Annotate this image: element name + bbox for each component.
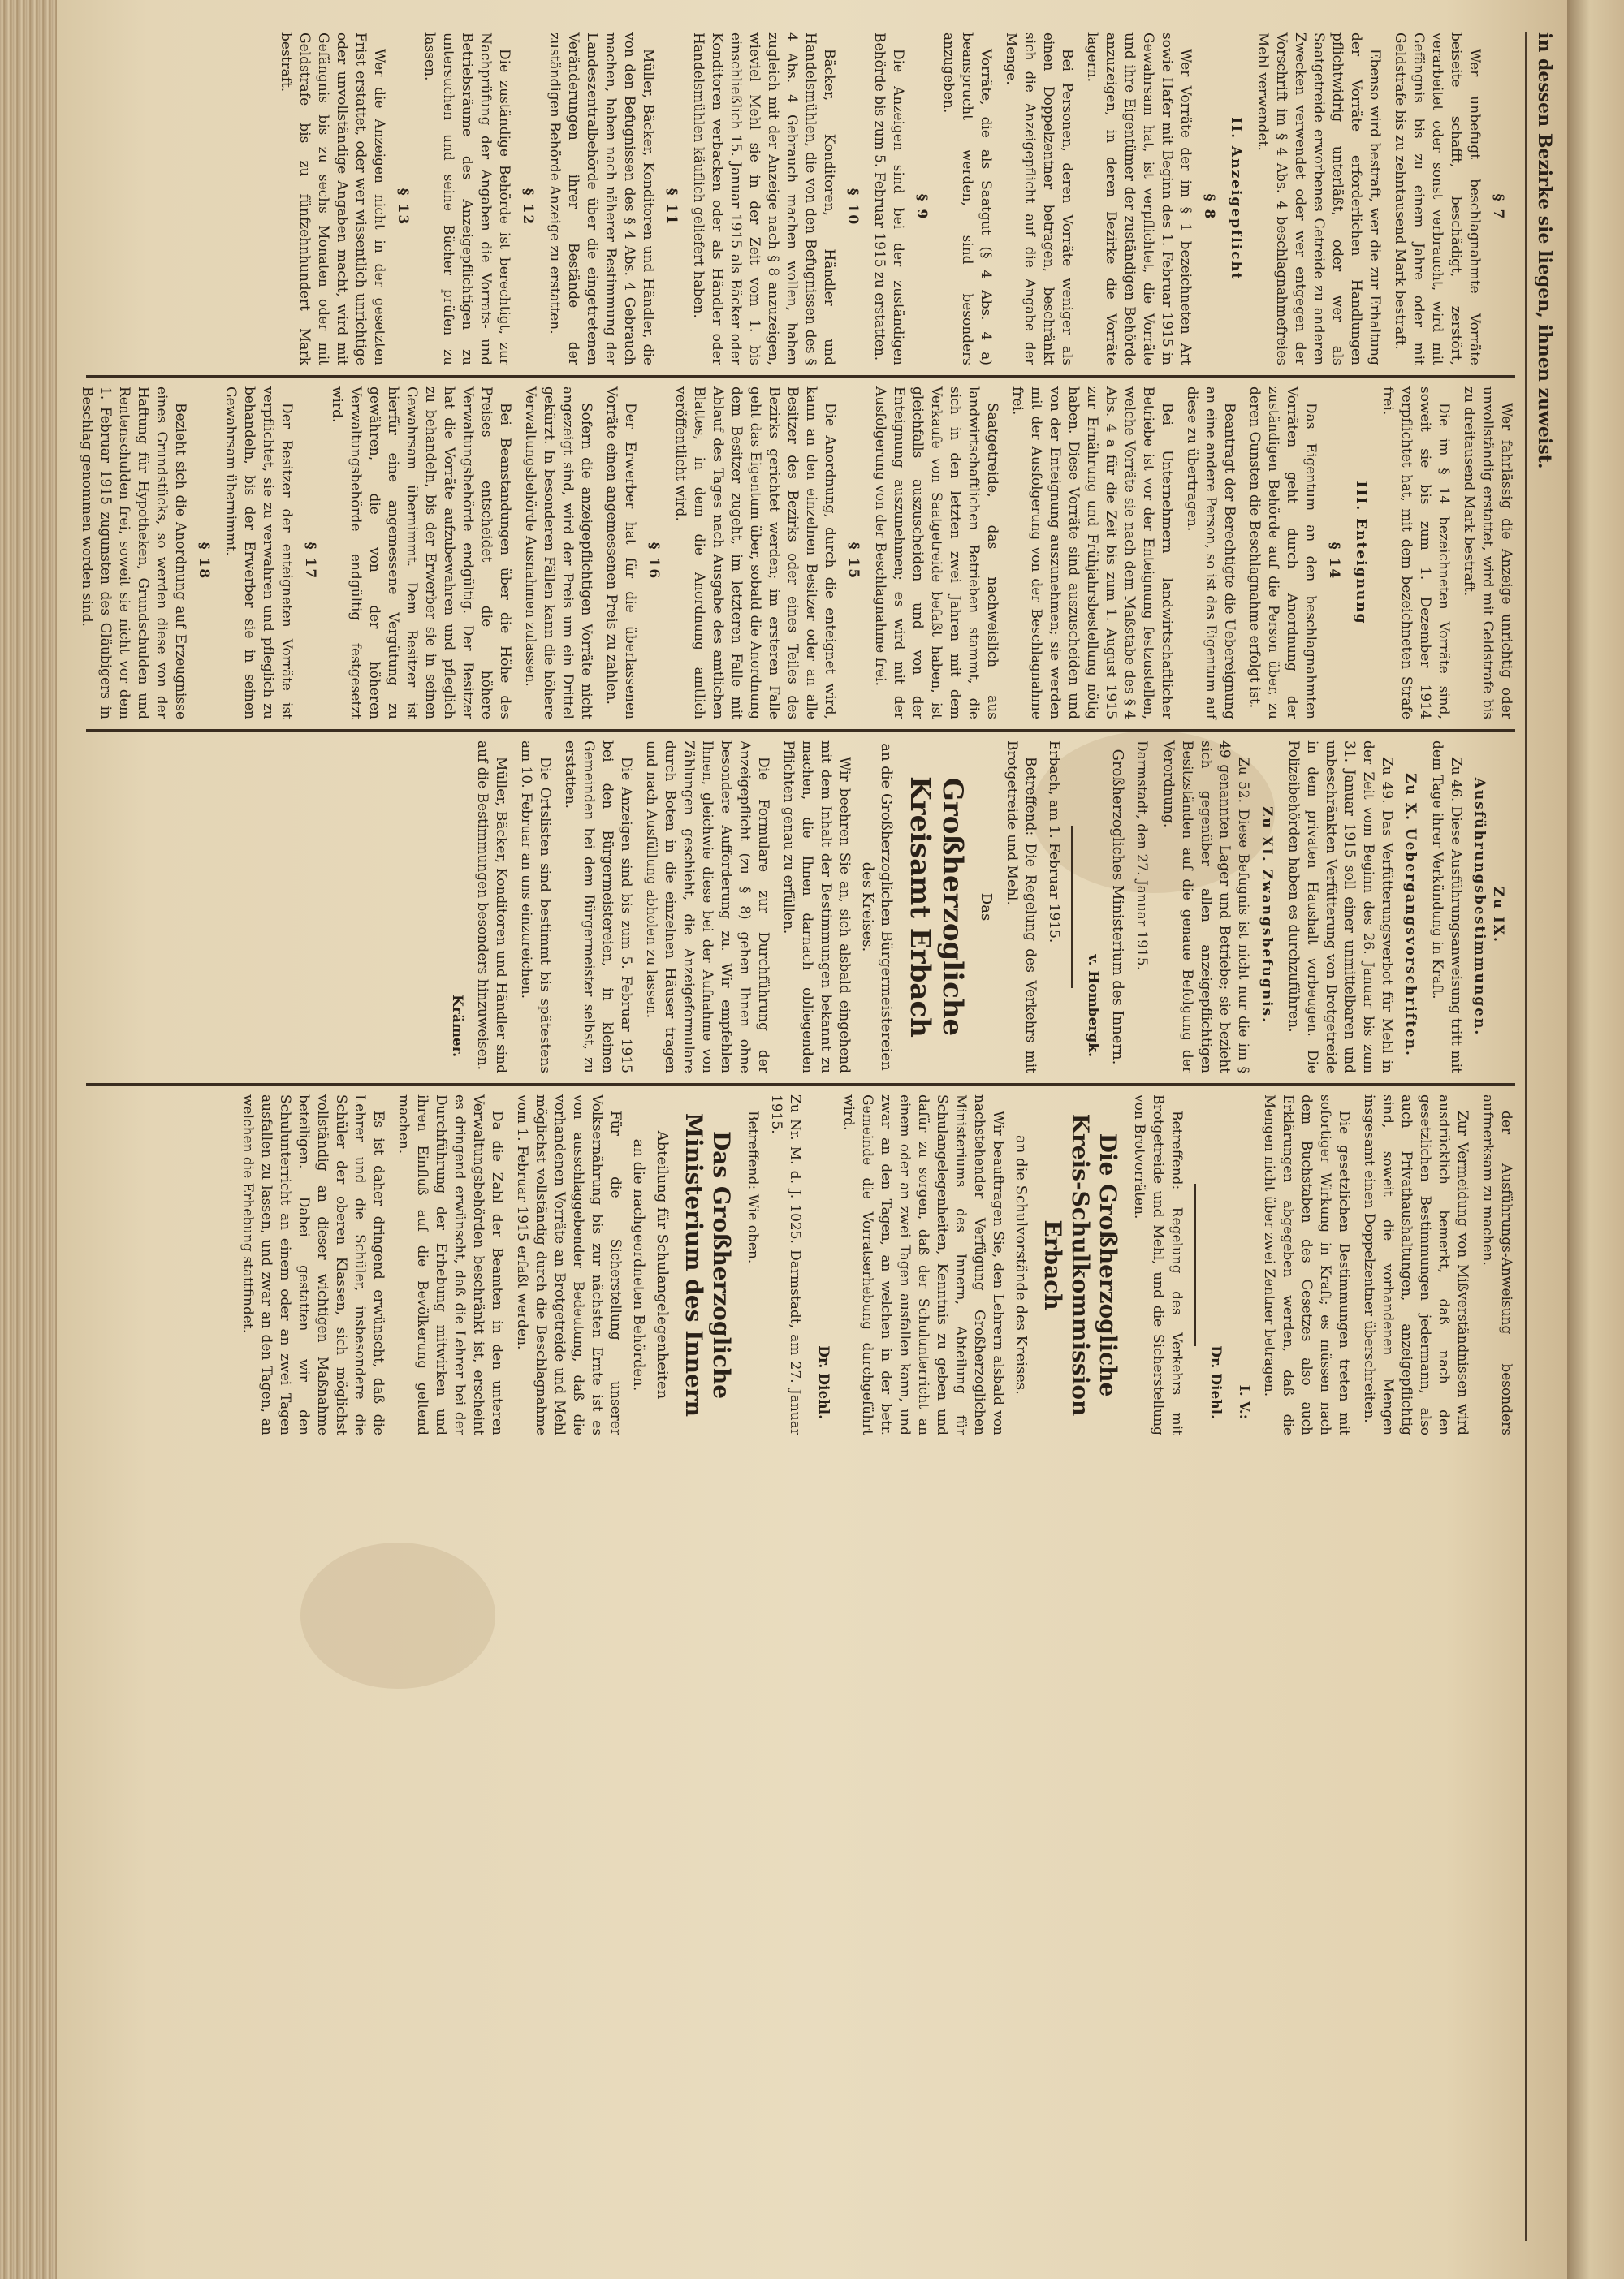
paragraph: Sofern die anzeigepflichtigen Vorräte nicht angezeigt sind, wird der Preis um ein Drittel gekürzt. In besonderen Fällen kann die höhere Verwaltungsbehörde Ausnahmen zulassen. [522,386,594,719]
reference-line: Zu Nr. M. d. J. 1025. Darmstadt, am 27. Januar 1915. [768,1094,803,1435]
signature: v. Hombergk. [1085,954,1101,1057]
paragraph: § 12 [520,188,536,227]
paragraph: Da die Zahl der Beamten in den unteren Verwaltungsbehörden beschränkt ist, erscheint es dringend erwünscht, daß die Lehrer bei der Durchführung der Erhebung mitwirken und ihren Einfluß auf die Bevölkerung geltend machen. [395,1094,505,1435]
paragraph: § 16 [646,542,662,581]
paragraph: Der Besitzer der enteigneten Vorräte ist verpflichtet, sie zu verwahren und pfleglich zu behandeln, bis der Erwerber sie in seinen Gewahrsam übernimmt. [222,386,295,719]
column-1-intro [1253,32,1507,365]
subheadline: an die nachgeordneten Behörden. [630,1138,647,1392]
paragraph: § 13 [395,188,411,227]
column-divider [86,375,1515,378]
paragraph: Die Formulare zur Durchführung der Anzeigepflicht (zu § 8) gehen Ihnen ohne besondere Aufforderung zu. Wir empfehlen Ihnen, gleichwie diese bei der Aufnahme von Zählungen geschieht, die Anzeigeformulare durch Boten in die einzelnen Häuser tragen und nach Ausfüllung abholen zu lassen. [643,740,771,1073]
header-rule [1525,32,1527,2241]
paragraph: Zu IX. Ausführungsbestimmungen. [1471,777,1506,1037]
paragraph: Zu XI. Zwangsbefugnis. [1259,805,1275,1025]
subheadline: an die Großherzoglichen Bürgermeistereien des Kreises. [859,743,895,1071]
notice-date: Erbach, am 1. Februar 1915. [1046,740,1062,943]
paragraph: Bei Unternehmern landwirtschaftlicher Betriebe ist vor der Enteignung festzustellen, welche Vorräte sie nach dem Maßstabe des § 4 Abs. 4 a für die Zeit bis zum 1. August 1915 zur Ernährung und Frühjahrsbestellung nötig haben. Diese Vorräte sind auszuscheiden und von der Enteignung auszunehmen; sie werden mit der Ausfolgerung von der Beschlagnahme frei. [1009,386,1175,719]
section-title: III. Enteignung [1353,481,1369,625]
paragraph: Zu 46. Diese Ausführungsanweisung tritt mit dem Tage ihrer Verkündung in Kraft. [1429,740,1464,1073]
paragraph: Das Eigentum an den beschlagnahmten Vorräten geht durch Anordnung der zuständigen Behörde auf die Person über, zu deren Gunsten die Beschlagnahme erfolgt ist. [1246,386,1319,719]
paragraph: Die Anordnung, durch die enteignet wird, kann an den einzelnen Besitzer oder an alle Besitzer des Bezirks oder eines Teiles des Bezirks gerichtet werden; im ersteren Falle geht das Eigentum über, sobald die Anordnung dem Besitzer zugeht, im letzteren Falle mit Ablauf des Tages nach Ausgabe des amtlichen Blattes, in dem die Anordnung amtlich veröffentlicht wird. [672,386,838,719]
paragraph: § 17 [302,542,318,581]
paragraph: § 7 [1490,193,1506,221]
paragraph: § 11 [663,188,680,227]
paragraph: Wer die Anzeigen nicht in der gesetzten Frist erstattet, oder wer wissentlich unrichtige oder unvollständige Angaben macht, wird mit Gefängnis bis zu sechs Monaten oder mit Geldstrafe bis zu fünfzehnhundert Mark bestraft. [278,32,387,365]
column-1 [86,32,1515,365]
ministry-name: Großherzogliches Ministerium des Innern. [1109,749,1126,1065]
paragraph: Bei Beanstandungen über die Höhe des Preises entscheidet die höhere Verwaltungsbehörde endgültig. Der Besitzer hat die Vorräte aufzubewahren und pfleglich zu behandeln, bis der Erwerber sie in seinen Gewahrsam übernimmt. Dem Besitzer ist hierfür eine angemessene Vergütung zu gewähren, die von der höheren Verwaltungsbehörde endgültig festgesetzt wird. [329,386,513,719]
paragraph: Die zuständige Behörde ist berechtigt, zur Nachprüfung der Angaben die Vorrats- und Betriebsräume des Anzeigepflichtigen zu untersuchen und seine Bücher prüfen zu lassen. [421,32,512,365]
adjacent-page-edge [1567,0,1624,2279]
paragraph: § 15 [845,542,862,581]
paragraph: Die im § 14 bezeichneten Vorräte sind, soweit sie bis zum 1. Dezember 1914 verpflichtet hat, mit dem bezeichneten Strafe frei. [1380,386,1452,719]
subheadline: Abteilung für Schulangelegenheiten [654,1130,671,1400]
paragraph: der Ausführungs-Anweisung besonders aufmerksam zu machen. [1479,1094,1514,1435]
paragraph: Bezieht sich die Anordnung auf Erzeugnisse eines Grundstücks, so werden diese von der Haftung für Hypotheken, Grundschulden und Rentenschulden frei, soweit sie nicht vor dem 1. Februar 1915 zugunsten des Gläubigers in Beschlag genommen worden sind. [79,386,188,719]
paragraph: Wir beehren Sie an, sich alsbald eingehend mit dem Inhalt der Bestimmungen bekannt zu machen, die Ihnen darnach obliegenden Pflichten genau zu erfüllen. [780,740,853,1073]
paragraph: Die Ortslisten sind bestimmt bis spätestens am 10. Februar an uns einzureichen. [518,740,553,1073]
paragraph: § 9 [914,193,930,221]
column-3 [86,740,1515,1073]
paragraph: § 14 [1326,542,1342,581]
signature: Krämer. [449,995,465,1057]
signature: Dr. Diehl. [1207,1345,1224,1419]
paragraph: Es ist daher dringend erwünscht, daß die Lehrer und die Schüler, insbesondere die Schüler der oberen Klassen, sich möglichst vollständig an dieser wichtigen Maßnahme beteiligen. Dabei gestatten wir den Schulunterricht an einem oder an zwei Tagen ausfallen zu lassen, und zwar an den Tagen, an welchen die Erhebung stattfindet. [240,1094,387,1435]
headline-prefix: Das [978,892,995,922]
headline: Die Großherzogliche Kreis-Schulkommission Erbach [1039,1113,1121,1417]
column-4 [86,1094,1515,1435]
column-divider [86,729,1515,732]
place-date: Darmstadt, den 27. Januar 1915. [1134,740,1150,971]
paragraph: Bäcker, Konditoren, Händler und Handelsmühlen, die von den Befugnissen des § 4 Abs. 4 Gebrauch machen wollen, haben zugleich mit der Anzeige nach § 8 anzuzeigen, wieviel Mehl sie in der Zeit vom 1. bis einschließlich 15. Januar 1915 als Bäcker oder Konditoren verbacken oder als Händler oder Handelsmühlen käuflich geliefert haben. [690,32,837,365]
section-rule [1071,826,1073,988]
paragraph: Für die Sicherstellung unserer Volksernährung bis zur nächsten Ernte ist es von ausschlaggebender Bedeutung, daß die vorhandenen Vorräte an Brotgetreide und Mehl möglichst vollständig durch die Beschlagnahme vom 1. Februar 1915 erfaßt werden. [514,1094,624,1435]
notice-regarding: Betreffend: Die Regelung des Verkehrs mit Brotgetreide und Mehl. [1004,740,1039,1073]
paragraph: Saatgetreide, das nachweislich aus landwirtschaftlichen Betrieben stammt, die sich in den letzten zwei Jahren mit dem Verkaufe von Saatgetreide befaßt haben, ist gleichfalls auszuscheiden und von der Enteignung auszunehmen; es wird mit der Ausfolgerung von der Beschlagnahme frei. [872,386,1000,719]
paragraph: Die gesetzlichen Bestimmungen treten mit sofortiger Wirkung in Kraft; es müssen nach dem Buchstaben des Gesetzes also auch Erklärungen abgegeben werden, daß die Mengen nicht über zwei Zentner betragen. [1261,1094,1352,1435]
rotated-sheet [57,0,1567,2279]
paragraph: Müller, Bäcker, Konditoren und Händler sind auf die Bestimmungen besonders hinzuweisen. [474,740,509,1073]
paragraph: Wer Vorräte der im § 1 bezeichneten Art sowie Hafer mit Beginn des 1. Februar 1915 in Gewahrsam hat, ist verpflichtet, die Vorräte und ihre Eigentümer der zuständigen Behörde anzuzeigen, in deren Bezirke die Vorräte lagern. [1084,32,1194,365]
paragraph: Zu 52. Diese Befugnis ist nicht nur die im § 49 genannten Lager und Betriebe; sie bezieht sich gegenüber allen anzeigepflichtigen Besitzständen auf die genaue Befolgung der Verordnung. [1160,740,1251,1073]
column-2 [79,386,1515,719]
book-page-edges [0,0,57,2279]
paragraph: Wer fahrlässig die Anzeige unrichtig oder unvollständig erstattet, wird mit Geldstrafe bis zu dreitausend Mark bestraft. [1461,386,1514,719]
section-rule [1194,1184,1196,1346]
paragraph: Vorräte, die als Saatgut (§ 4 Abs. 4 a) beansprucht werden, sind besonders anzugeben. [940,32,994,365]
paragraph: Beantragt der Berechtigte die Uebereignung an eine andere Person, so ist das Eigentum auf diese zu übertragen. [1184,386,1237,719]
paragraph: Ebenso wird bestraft, wer die zur Erhaltung der Vorräte erforderlichen Handlungen pflichtwidrig unterläßt, oder wer als Saatgetreide erworbenes Getreide zu anderen Zwecken verwendet oder wer entgegen der Vorschrift im § 4 Abs. 4 beschlagnahmefreies Mehl verwendet. [1255,32,1383,365]
paragraph: Zur Vermeidung von Mißverständnissen wird ausdrücklich bemerkt, daß nach den gesetzlichen Bestimmungen jedermann, also auch Privathaushaltungen, anzeigepflichtig sind, soweit die vorhandenen Mengen insgesamt einen Doppelzentner überschreiten. [1361,1094,1471,1435]
paragraph: Müller, Bäcker, Konditoren und Händler, die von den Befugnissen des § 4 Abs. 4 Gebrauch machen, haben nach näherer Bestimmung der Landeszentralbehörde über die eingetretenen Veränderungen ihrer Bestände der zuständigen Behörde Anzeige zu erstatten. [546,32,656,365]
paragraph: § 18 [196,542,212,581]
paragraph: Zu X. Uebergangsvorschriften. [1402,773,1419,1057]
paragraph: Der Erwerber hat für die überlassenen Vorräte einen angemessenen Preis zu zahlen. [603,386,638,719]
paragraph: § 10 [844,188,861,227]
headline: Das Großherzogliche Ministerium des Innern [680,1113,735,1417]
newspaper-page [57,0,1567,2279]
paragraph: Zu 49. Das Verfütterungsverbot für Mehl in der Zeit vom Beginn des 26. Januar bis zum 31. Januar 1915 soll einer unmittelbaren und unbeschränkten Verfütterung von Brotgetreide in dem privaten Haushalt vorbeugen. Die Polizeibehörden haben es durchzuführen. [1285,740,1395,1073]
paragraph: Wer unbefugt beschlagnahmte Vorräte beiseite schafft, beschädigt, zerstört, verarbeitet oder sonst verbraucht, wird mit Gefängnis bis zu einem Jahre oder mit Geldstrafe bis zu zehntausend Mark bestraft. [1392,32,1483,365]
reference-regarding: Betreffend: Wie oben. [745,1111,761,1264]
notice-regarding: Betreffend: Regelung des Verkehrs mit Brotgetreide und Mehl, und die Sicherstellung von Brotvorräten. [1131,1094,1185,1435]
column-divider [86,1083,1515,1086]
running-header: in dessen Bezirke sie liegen, ihnen zuweist. [1534,32,1555,469]
section-title: II. Anzeigepflicht [1228,117,1244,281]
signature: Dr. Diehl. [815,1345,831,1419]
paragraph: § 8 [1201,193,1217,221]
paragraph: Die Anzeigen sind bei der zuständigen Behörde bis zum 5. Februar 1915 zu erstatten. [871,32,906,365]
signature-label: I. V.: [1236,1384,1252,1419]
paragraph: Wir beauftragen Sie, den Lehrern alsbald von nachstehender Verfügung Großherzoglichen Ministeriums des Innern, Abteilung für Schulangelegenheiten, Kenntnis zu geben und dafür zu sorgen, daß der Schulunterricht an einem oder an zwei Tagen ausfallen kann, und zwar an den Tagen, an welchen in der betr. Gemeinde die Vorratserhebung durchgeführt wird. [840,1094,1006,1435]
subheadline: an die Schulvorstände des Kreises. [1013,1135,1030,1395]
headline: Großherzogliche Kreisamt Erbach [904,776,969,1038]
paragraph: Bei Personen, deren Vorräte weniger als einen Doppelzentner betragen, beschränkt sich die Anzeigepflicht auf die Angabe der Menge. [1003,32,1075,365]
paragraph: Die Anzeigen sind bis zum 5. Februar 1915 bei den Bürgermeistereien, in kleinen Gemeinden bei dem Bürgermeister selbst, zu erstatten. [562,740,634,1073]
